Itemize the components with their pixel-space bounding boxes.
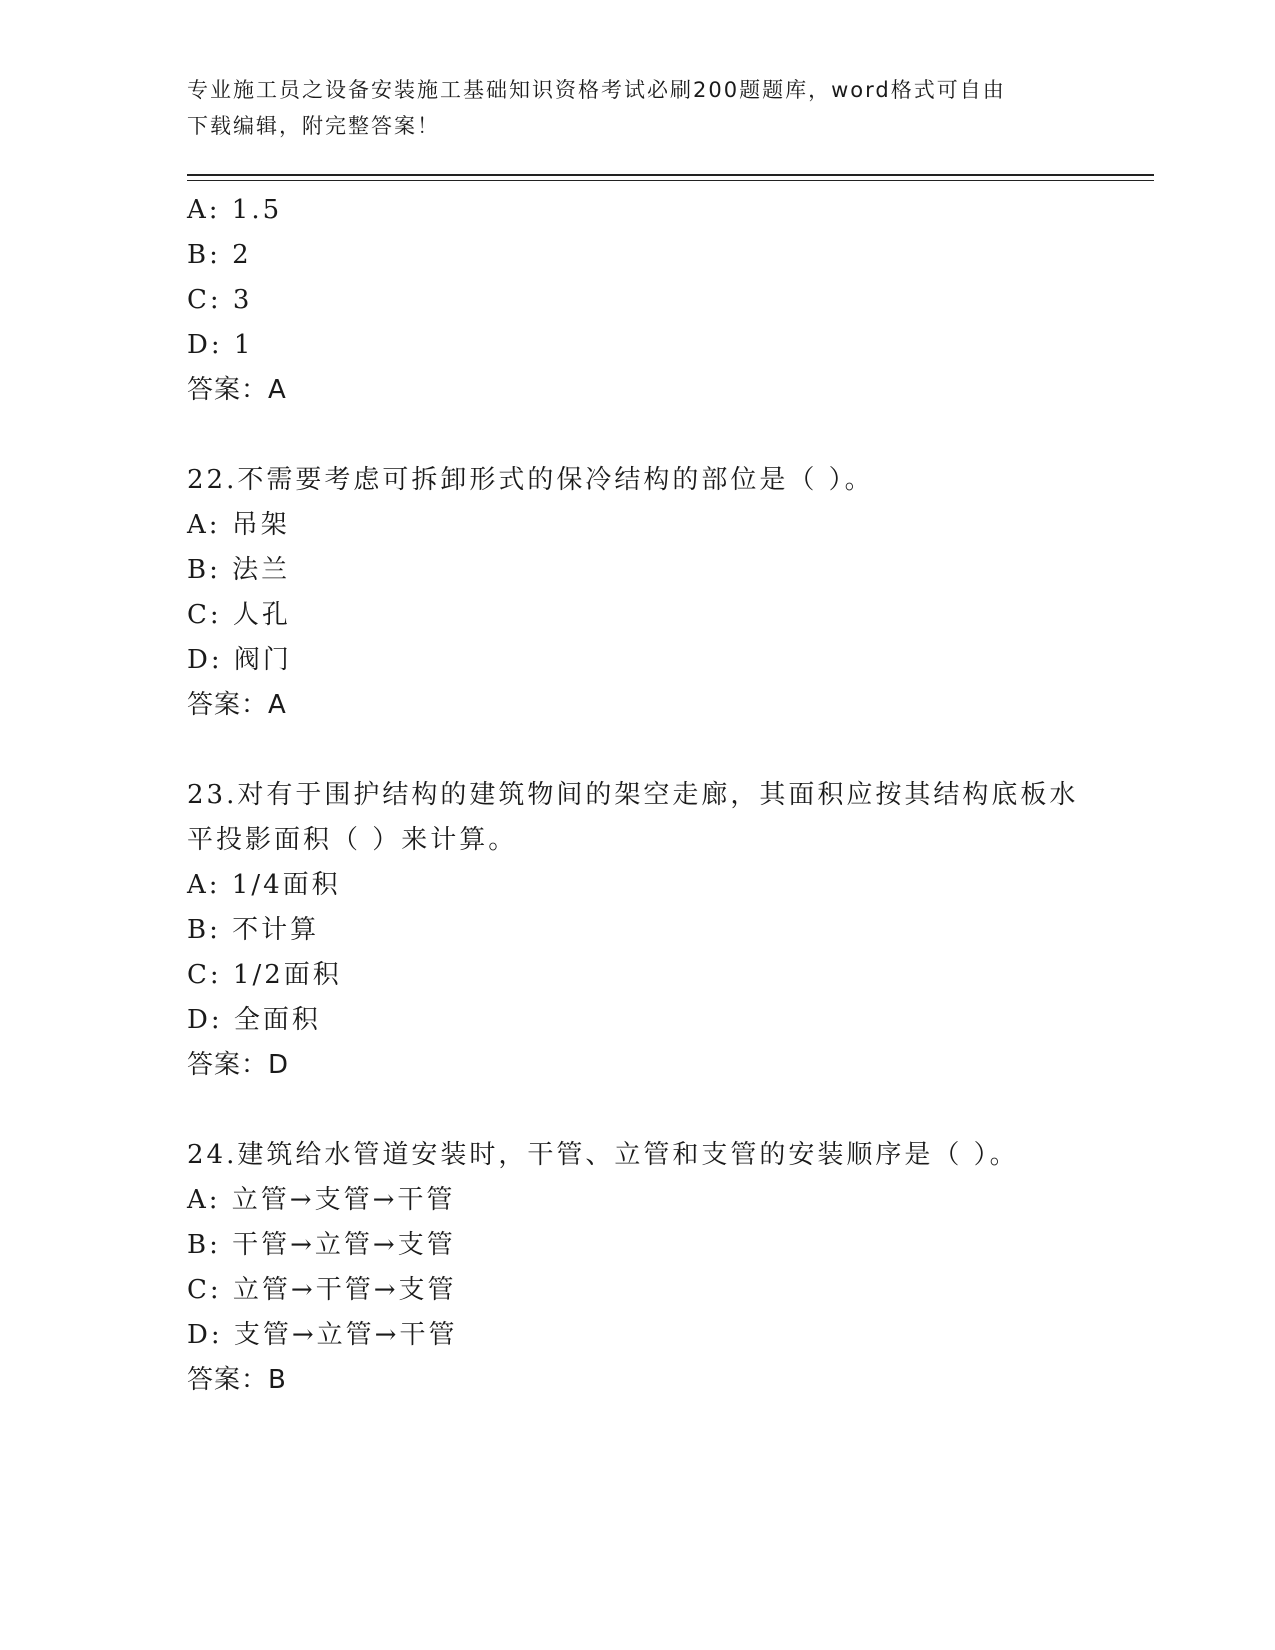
header-title-line-1: 专业施工员之设备安装施工基础知识资格考试必刷200题题库，word格式可自由 (187, 78, 1006, 102)
q21-option-c: C: 3 (187, 285, 253, 315)
q21-option-a: A: 1.5 (187, 195, 283, 225)
q24-option-a: A: 立管→支管→干管 (187, 1185, 456, 1215)
q22-option-b: B: 法兰 (187, 555, 291, 585)
q23-option-c: C: 1/2面积 (187, 960, 342, 990)
q23-answer: 答案：D (187, 1050, 290, 1080)
q21-option-b: B: 2 (187, 240, 252, 270)
q24-answer: 答案：B (187, 1365, 287, 1395)
q22-stem: 22.不需要考虑可拆卸形式的保冷结构的部位是（ ）。 (187, 465, 874, 495)
q21-answer: 答案：A (187, 375, 287, 405)
q22-option-c: C: 人孔 (187, 600, 291, 630)
document-header (187, 72, 1067, 144)
q23-option-b: B: 不计算 (187, 915, 320, 945)
q24-option-b: B: 干管→立管→支管 (187, 1230, 456, 1260)
q22-option-d: D: 阀门 (187, 645, 292, 675)
q24-option-c: C: 立管→干管→支管 (187, 1275, 457, 1305)
q21-option-d: D: 1 (187, 330, 254, 360)
q23-stem-line-2: 平投影面积（ ）来计算。 (187, 825, 518, 855)
q23-option-d: D: 全面积 (187, 1005, 321, 1035)
q24-stem: 24.建筑给水管道安装时，干管、立管和支管的安装顺序是（ ）。 (187, 1140, 1019, 1170)
header-divider-thin (187, 180, 1154, 181)
q23-stem-line-1: 23.对有于围护结构的建筑物间的架空走廊，其面积应按其结构底板水 (187, 780, 1079, 810)
q24-option-d: D: 支管→立管→干管 (187, 1320, 458, 1350)
header-title-line-2: 下载编辑，附完整答案！ (187, 114, 440, 138)
q23-option-a: A: 1/4面积 (187, 870, 341, 900)
q22-answer: 答案：A (187, 690, 287, 720)
q22-option-a: A: 吊架 (187, 510, 290, 540)
header-divider-thick (187, 174, 1154, 176)
